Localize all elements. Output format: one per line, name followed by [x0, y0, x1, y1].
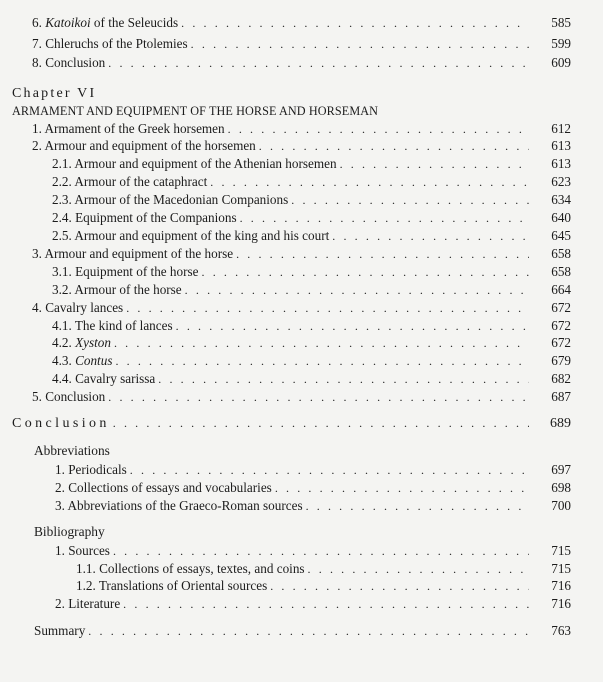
bibliography-heading: Bibliography	[34, 524, 105, 539]
dot-leader	[126, 300, 529, 317]
toc-page-number: 585	[551, 15, 571, 30]
toc-entry-title: 2.2. Armour of the cataphract	[52, 174, 208, 189]
dot-leader	[114, 335, 529, 352]
toc-entry	[32, 388, 571, 406]
toc-page-number: 697	[551, 462, 571, 477]
toc-entry	[32, 54, 571, 72]
toc-entry-title: 4.2. Xyston	[52, 335, 111, 350]
dot-leader	[270, 578, 529, 595]
toc-entry	[55, 479, 571, 497]
toc-entry	[76, 577, 571, 595]
toc-page-number: 645	[551, 228, 571, 243]
toc-entry	[52, 191, 571, 209]
toc-page-number: 763	[551, 623, 571, 638]
dot-leader	[332, 228, 529, 245]
toc-entry-title: 2.5. Armour and equipment of the king and his court	[52, 228, 330, 243]
dot-leader	[228, 121, 529, 138]
toc-entry	[52, 281, 571, 299]
toc-entry-title: 4.4. Cavalry sarissa	[52, 371, 156, 386]
dot-leader	[191, 36, 529, 53]
toc-page-number: 716	[551, 596, 571, 611]
chapter-label: Chapter VI	[12, 86, 97, 101]
toc-page-number: 698	[551, 480, 571, 495]
toc-page-number: 640	[551, 210, 571, 225]
toc-page-number: 700	[551, 498, 571, 513]
toc-entry-title: 3.1. Equipment of the horse	[52, 264, 199, 279]
toc-entry-title: 3. Abbreviations of the Graeco-Roman sources	[55, 498, 303, 513]
dot-leader	[185, 282, 529, 299]
dot-leader	[240, 210, 529, 227]
toc-entry-title: 2.1. Armour and equipment of the Athenian horsemen	[52, 156, 337, 171]
toc-entry-title: 1.1. Collections of essays, textes, and coins	[76, 561, 305, 576]
toc-entry	[52, 227, 571, 245]
dot-leader	[308, 561, 529, 578]
toc-entry-title: 1. Periodicals	[55, 462, 127, 477]
dot-leader	[88, 623, 529, 640]
toc-entry-title: 2. Collections of essays and vocabularies	[55, 480, 272, 495]
toc-page-number: 715	[551, 561, 571, 576]
toc-page-number: 672	[551, 335, 571, 350]
toc-entry-conclusion	[12, 415, 571, 432]
toc-entry	[55, 595, 571, 613]
toc-page-number: 679	[551, 353, 571, 368]
dot-leader	[306, 498, 529, 515]
toc-entry-title: 8. Conclusion	[32, 55, 106, 70]
toc-entry	[52, 155, 571, 173]
toc-entry-title: 6. Katoikoi of the Seleucids	[32, 15, 179, 30]
toc-page-number: 658	[551, 264, 571, 279]
toc-entry-title: 3.2. Armour of the horse	[52, 282, 182, 297]
toc-entry	[32, 35, 571, 53]
chapter-title: ARMAMENT AND EQUIPMENT OF THE HORSE AND HORSEMAN	[12, 104, 379, 118]
toc-page-number: 609	[551, 55, 571, 70]
toc-page-number: 715	[551, 543, 571, 558]
toc-page-number: 716	[551, 578, 571, 593]
toc-entry-title: 1. Sources	[55, 543, 110, 558]
toc-entry-title: 7. Chleruchs of the Ptolemies	[32, 36, 188, 51]
toc-entry	[52, 370, 571, 388]
toc-entry	[55, 542, 571, 560]
dot-leader	[113, 415, 529, 432]
toc-entry	[32, 137, 571, 155]
toc-entry	[55, 461, 571, 479]
dot-leader	[113, 543, 529, 560]
toc-page-number: 658	[551, 246, 571, 261]
toc-entry	[32, 245, 571, 263]
toc-entry	[52, 173, 571, 191]
toc-entry-title: 2.4. Equipment of the Companions	[52, 210, 237, 225]
toc-page-number: 613	[551, 156, 571, 171]
dot-leader	[115, 353, 529, 370]
toc-entry-title: 1.2. Translations of Oriental sources	[76, 578, 268, 593]
toc-entry	[52, 209, 571, 227]
toc-entry-title: 3. Armour and equipment of the horse	[32, 246, 234, 261]
toc-page-number: 613	[551, 138, 571, 153]
toc-entry-title: 4.3. Contus	[52, 353, 113, 368]
toc-entry-title: 4. Cavalry lances	[32, 300, 124, 315]
toc-entry	[55, 497, 571, 515]
toc-page-number: 664	[551, 282, 571, 297]
dot-leader	[340, 156, 529, 173]
toc-page-number: 689	[550, 416, 571, 431]
toc-entry-title: 2. Armour and equipment of the horsemen	[32, 138, 256, 153]
dot-leader	[236, 246, 529, 263]
dot-leader	[259, 138, 529, 155]
dot-leader	[202, 264, 530, 281]
toc-entry	[32, 120, 571, 138]
toc-entry	[76, 560, 571, 578]
summary-title: Summary	[34, 623, 86, 638]
dot-leader	[108, 55, 529, 72]
toc-page-number: 612	[551, 121, 571, 136]
dot-leader	[108, 389, 529, 406]
toc-entry-title: 1. Armament of the Greek horsemen	[32, 121, 225, 136]
toc-page-number: 672	[551, 318, 571, 333]
toc-entry	[32, 299, 571, 317]
toc-entry-title: 2.3. Armour of the Macedonian Companions	[52, 192, 289, 207]
toc-page-number: 672	[551, 300, 571, 315]
toc-entry-summary	[34, 622, 571, 640]
toc-page-number: 682	[551, 371, 571, 386]
toc-entry	[52, 263, 571, 281]
toc-page-number: 599	[551, 36, 571, 51]
abbreviations-heading: Abbreviations	[34, 443, 110, 458]
dot-leader	[275, 480, 529, 497]
dot-leader	[181, 15, 529, 32]
toc-entry-title: 4.1. The kind of lances	[52, 318, 173, 333]
toc-entry	[52, 352, 571, 370]
toc-entry	[52, 334, 571, 352]
dot-leader	[130, 462, 529, 479]
toc-page-number: 687	[551, 389, 571, 404]
toc-page-number: 623	[551, 174, 571, 189]
conclusion-title: Conclusion	[12, 416, 110, 431]
dot-leader	[123, 596, 529, 613]
dot-leader	[210, 174, 529, 191]
toc-entry-title: 5. Conclusion	[32, 389, 106, 404]
toc-page-number: 634	[551, 192, 571, 207]
toc-entry	[52, 317, 571, 335]
toc-entry	[32, 14, 571, 32]
dot-leader	[158, 371, 529, 388]
dot-leader	[291, 192, 529, 209]
toc-entry-title: 2. Literature	[55, 596, 121, 611]
dot-leader	[176, 318, 529, 335]
